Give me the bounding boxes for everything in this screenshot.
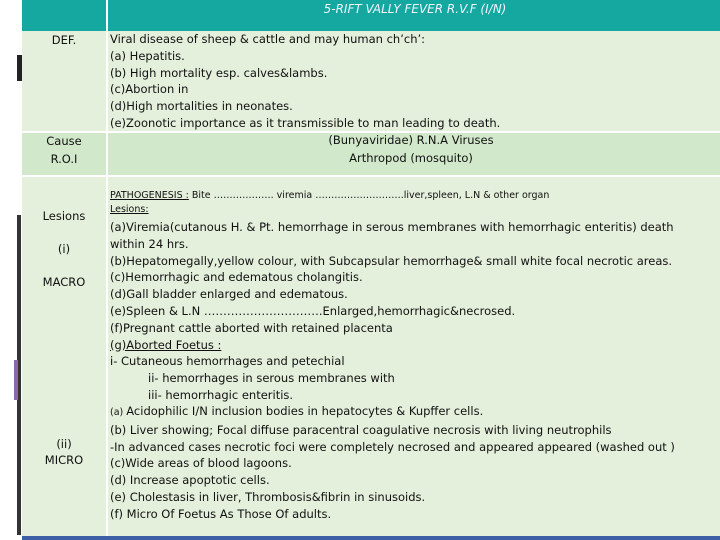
row-divider xyxy=(22,175,720,177)
label-macro: MACRO xyxy=(42,275,86,289)
aborted-foetus-heading: (g)Aborted Foetus : xyxy=(110,337,222,352)
lesions-heading: Lesions: xyxy=(110,204,149,215)
definition-line: (b) High mortality esp. calves&lambs. xyxy=(110,65,328,80)
micro-line: (d) Increase apoptotic cells. xyxy=(110,473,270,488)
pathogenesis-label: PATHOGENESIS : xyxy=(110,190,189,201)
macro-line: (f)Pregnant cattle aborted with retained placenta xyxy=(110,320,393,335)
pathogenesis-line xyxy=(110,189,549,203)
macro-lesions xyxy=(110,219,674,404)
macro-line: (e)Spleen & L.N ………………………….Enlarged,hemorrhagic&necrosed. xyxy=(110,303,516,318)
definition-line: Viral disease of sheep & cattle and may human ch’ch’: xyxy=(110,32,426,46)
micro-lesions xyxy=(110,403,675,523)
label-definition: DEF. xyxy=(51,33,77,47)
pathogenesis-text: Bite ………………. viremia ……………………….liver,spleen, L.N & other organ xyxy=(188,190,550,201)
micro-line: (f) Micro Of Foetus As Those Of adults. xyxy=(110,506,332,521)
side-marker xyxy=(17,55,22,81)
micro-line: -In advanced cases necrotic foci were completely necrosed and appeared appeared (washed out ) xyxy=(110,439,675,454)
micro-line: (c)Wide areas of blood lagoons. xyxy=(110,456,292,471)
macro-line: (d)Gall bladder enlarged and edematous. xyxy=(110,287,348,302)
foetus-line: ii- hemorrhages in serous membranes with xyxy=(148,371,395,386)
slide-title: 5-RIFT VALLY FEVER R.V.F (I/N) xyxy=(323,2,507,16)
definition-line: (a) Hepatitis. xyxy=(110,48,185,63)
label-micro: MICRO xyxy=(44,453,84,467)
bottom-bar xyxy=(22,536,720,540)
label-i: (i) xyxy=(57,242,71,256)
micro-line: (e) Cholestasis in liver, Thrombosis&fibrin in sinusoids. xyxy=(110,489,426,504)
micro-line xyxy=(110,403,675,422)
foetus-line: iii- hemorrhagic enteritis. xyxy=(148,387,294,402)
roi-text: Arthropod (mosquito) xyxy=(349,151,473,165)
definition-text xyxy=(110,31,500,132)
definition-line: (c)Abortion in xyxy=(110,82,189,97)
definition-line: (d)High mortalities in neonates. xyxy=(110,99,293,114)
macro-line: (b)Hepatomegally,yellow colour, with Subcapsular hemorrhage& small white focal necrotic areas. xyxy=(110,253,673,268)
macro-line: (a)Viremia(cutanous H. & Pt. hemorrhage in serous membranes with hemorrhagic enteritis) death xyxy=(110,220,674,234)
micro-line: (b) Liver showing; Focal diffuse paracentral coagulative necrosis with living neutrophils xyxy=(110,422,612,437)
definition-line: (e)Zoonotic importance as it transmissible to man leading to death. xyxy=(110,115,501,130)
label-ii: (ii) xyxy=(56,437,72,451)
label-lesions: Lesions xyxy=(42,209,86,223)
column-divider xyxy=(106,0,108,540)
macro-line: within 24 hrs. xyxy=(110,236,189,251)
side-marker xyxy=(14,360,18,400)
micro-a-text: Acidophilic I/N inclusion bodies in hepatocytes & Kupffer cells. xyxy=(126,404,484,418)
label-roi: R.O.I xyxy=(50,152,78,166)
macro-line: (c)Hemorrhagic and edematous cholangitis. xyxy=(110,270,363,285)
micro-a-prefix: (a) xyxy=(110,407,127,418)
cause-text: (Bunyaviridae) R.N.A Viruses xyxy=(328,133,494,147)
label-cause: Cause xyxy=(46,134,82,148)
foetus-line: i- Cutaneous hemorrhages and petechial xyxy=(110,354,345,369)
